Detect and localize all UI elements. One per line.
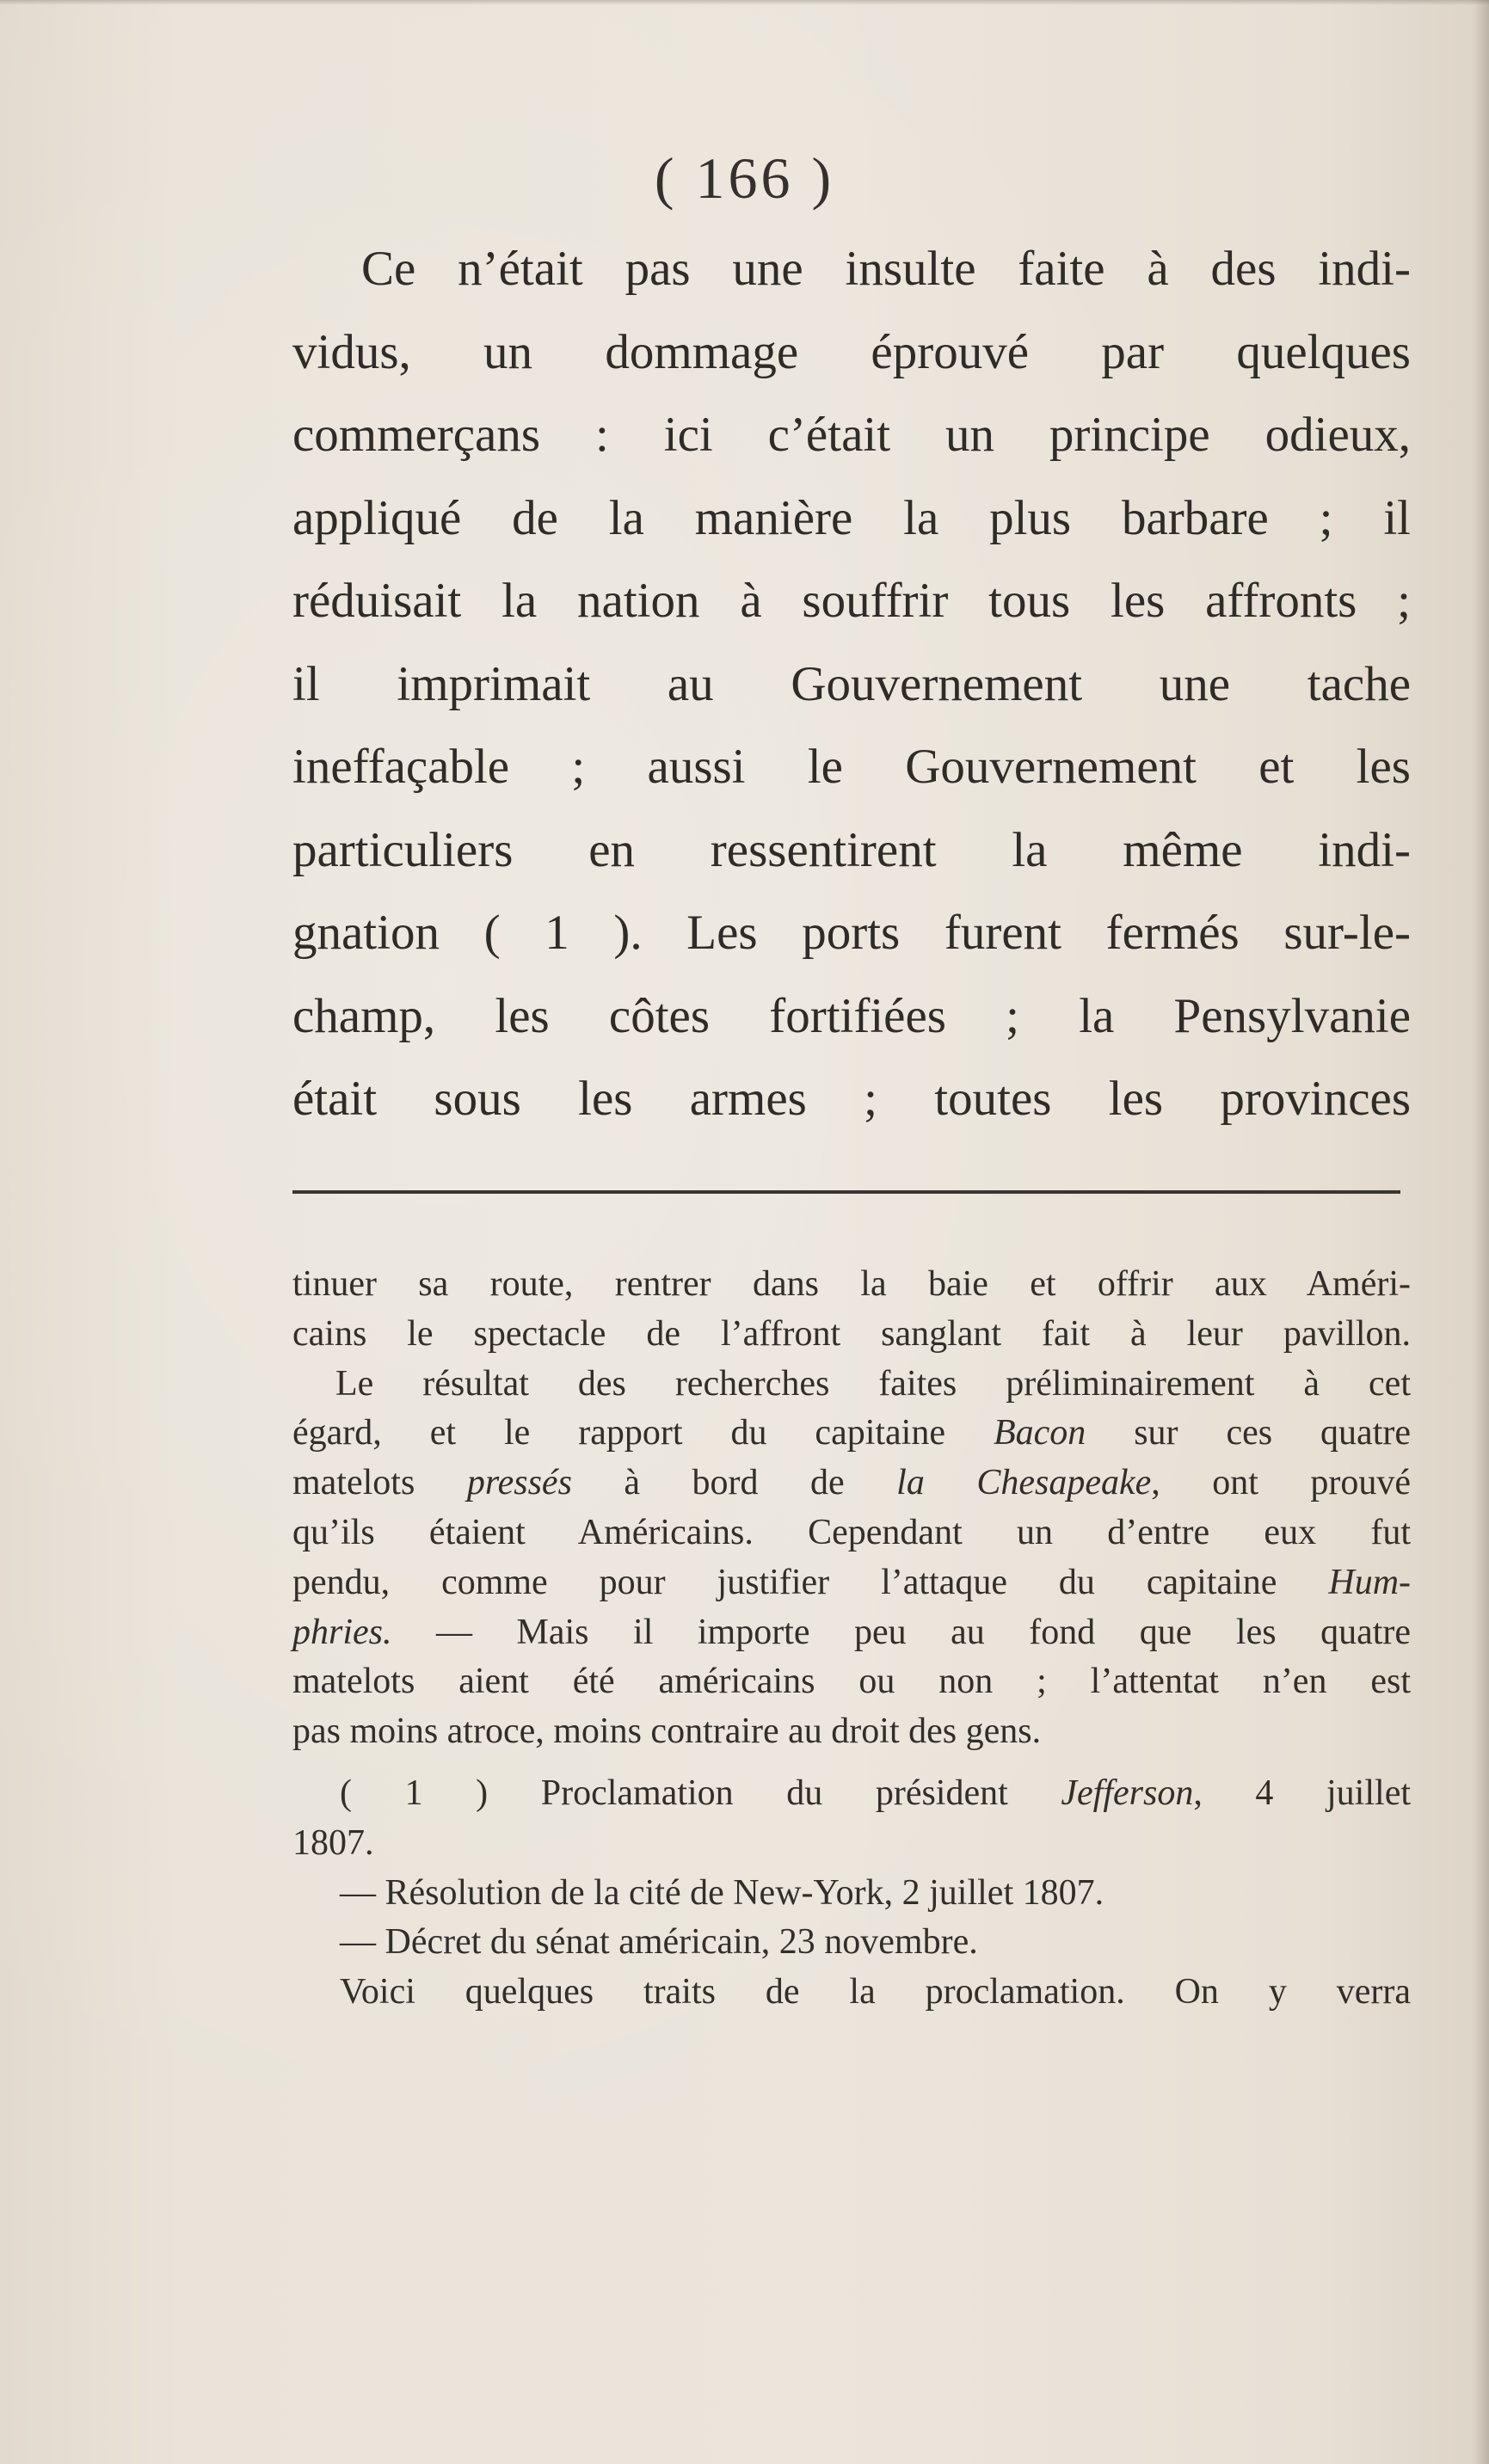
footnote-gap xyxy=(292,1757,1411,1769)
page-number: ( 166 ) xyxy=(654,145,835,211)
main-line: Ce n’était pas une insulte faite à des indi- xyxy=(361,242,1411,296)
footnote-line xyxy=(292,1409,1411,1459)
main-line: vidus, un dommage éprouvé par quelques xyxy=(292,324,1411,379)
footnote-line: pas moins atroce, moins contraire au droit des gens. xyxy=(292,1711,1042,1752)
footnote-text: à bord de xyxy=(624,1463,845,1503)
footnote-line: cains le spectacle de l’affront sanglant fait à leur pavillon. xyxy=(292,1313,1411,1354)
main-line: était sous les armes ; toutes les provinces xyxy=(292,1072,1411,1126)
main-line: ineffaçable ; aussi le Gouvernement et les xyxy=(292,740,1411,794)
footnote-line xyxy=(292,1558,1411,1608)
footnote-line xyxy=(292,1608,1411,1658)
main-line: gnation ( 1 ). Les ports furent fermés sur-le- xyxy=(292,906,1411,960)
footnotes xyxy=(292,1260,1411,2018)
footnote-text: sur ces quatre xyxy=(1134,1413,1411,1453)
ship-name: la Chesapeake xyxy=(896,1463,1152,1503)
footnote-text: égard, et le rapport du capitaine xyxy=(292,1413,945,1453)
footnote-text: matelots xyxy=(292,1463,415,1503)
footnote-text: — Mais il importe peu au fond que les quatre xyxy=(436,1612,1412,1652)
main-line: commerçans : ici c’était un principe odieux, xyxy=(292,408,1411,462)
footnote-line: Voici quelques traits de la proclamation. On y verra xyxy=(340,1972,1411,2012)
footnote-line: Le résultat des recherches faites préliminairement à cet xyxy=(335,1363,1411,1404)
page-right-edge xyxy=(1474,0,1489,2464)
footnote-line: 1807. xyxy=(292,1822,374,1863)
emphasized-word: pressés xyxy=(466,1463,572,1503)
person-name: Bacon xyxy=(993,1413,1086,1453)
person-name: Jefferson xyxy=(1061,1773,1194,1813)
main-line: il imprimait au Gouvernement une tache xyxy=(292,656,1411,711)
footnote-text: , ont prouvé xyxy=(1151,1463,1412,1503)
main-line: réduisait la nation à souffrir tous les affronts ; xyxy=(292,574,1411,628)
footnote-text: , 4 juillet xyxy=(1193,1773,1411,1813)
person-name: phries. xyxy=(292,1612,392,1652)
main-line: particuliers en ressentirent la même indi- xyxy=(292,822,1411,877)
main-line: champ, les côtes fortifiées ; la Pensylvanie xyxy=(292,988,1411,1043)
footnote-line: — Décret du sénat américain, 23 novembre. xyxy=(340,1922,978,1963)
footnote-text: pendu, comme pour justifier l’attaque du capitaine xyxy=(292,1562,1277,1602)
main-line: appliqué de la manière la plus barbare ; il xyxy=(292,490,1411,545)
footnote-text: ( 1 ) Proclamation du président xyxy=(340,1773,1008,1813)
footnote-separator-rule xyxy=(292,1190,1400,1194)
page-top-edge xyxy=(0,0,1489,5)
person-name: Hum- xyxy=(1328,1562,1412,1602)
footnote-line: matelots aient été américains ou non ; l’attentat n’en est xyxy=(292,1662,1411,1702)
footnote-line xyxy=(292,1769,1411,1819)
main-text xyxy=(292,228,1411,1141)
footnote-line: qu’ils étaient Américains. Cependant un d’entre eux fut xyxy=(292,1512,1411,1552)
footnote-line xyxy=(292,1459,1411,1509)
footnote-line: — Résolution de la cité de New-York, 2 juillet 1807. xyxy=(340,1872,1104,1913)
footnote-line: tinuer sa route, rentrer dans la baie et offrir aux Améri- xyxy=(292,1264,1411,1304)
